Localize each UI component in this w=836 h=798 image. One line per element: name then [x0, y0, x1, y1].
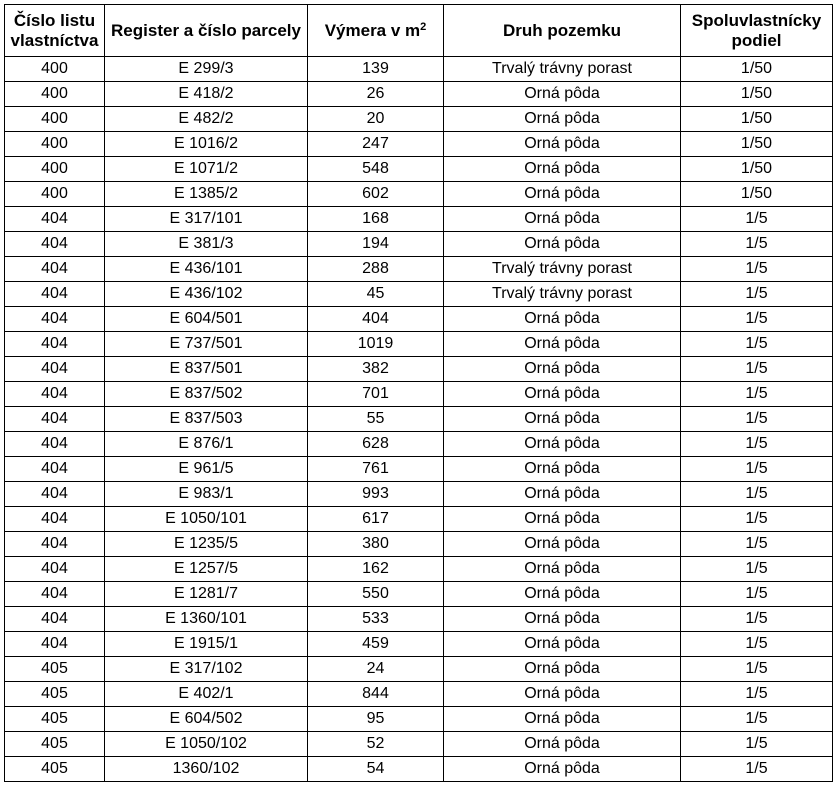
cell-share: 1/5 [681, 407, 833, 432]
cell-land-type: Orná pôda [444, 607, 681, 632]
cell-share: 1/5 [681, 532, 833, 557]
cell-area: 247 [308, 132, 444, 157]
table-body [5, 57, 833, 782]
cell-land-type: Orná pôda [444, 582, 681, 607]
cell-land-type: Orná pôda [444, 132, 681, 157]
cell-area: 993 [308, 482, 444, 507]
cell-register-parcel: E 604/501 [105, 307, 308, 332]
cell-list-number: 404 [5, 257, 105, 282]
cell-list-number: 404 [5, 332, 105, 357]
cell-share: 1/5 [681, 757, 833, 782]
cell-share: 1/50 [681, 157, 833, 182]
cell-area: 548 [308, 157, 444, 182]
cell-land-type: Orná pôda [444, 507, 681, 532]
cell-list-number: 405 [5, 707, 105, 732]
table-row [5, 157, 833, 182]
cell-list-number: 400 [5, 182, 105, 207]
cell-land-type: Orná pôda [444, 457, 681, 482]
cell-area: 844 [308, 682, 444, 707]
table-row [5, 107, 833, 132]
cell-area: 20 [308, 107, 444, 132]
cell-land-type: Orná pôda [444, 382, 681, 407]
header-area-superscript: 2 [420, 20, 427, 33]
cell-register-parcel: E 1050/102 [105, 732, 308, 757]
cell-area: 162 [308, 557, 444, 582]
table-row [5, 757, 833, 782]
cell-area: 139 [308, 57, 444, 82]
cell-area: 26 [308, 82, 444, 107]
cell-share: 1/50 [681, 82, 833, 107]
cell-land-type: Orná pôda [444, 207, 681, 232]
cell-list-number: 400 [5, 82, 105, 107]
cell-land-type: Orná pôda [444, 557, 681, 582]
cell-share: 1/5 [681, 307, 833, 332]
cell-register-parcel: E 1915/1 [105, 632, 308, 657]
cell-list-number: 404 [5, 307, 105, 332]
cell-area: 1019 [308, 332, 444, 357]
cell-area: 24 [308, 657, 444, 682]
cell-land-type: Orná pôda [444, 157, 681, 182]
header-share: Spoluvlastnícky podiel [681, 5, 833, 57]
cell-area: 95 [308, 707, 444, 732]
table-row [5, 432, 833, 457]
cell-land-type: Orná pôda [444, 432, 681, 457]
cell-share: 1/5 [681, 332, 833, 357]
cell-land-type: Orná pôda [444, 357, 681, 382]
cell-land-type: Orná pôda [444, 407, 681, 432]
table-row [5, 407, 833, 432]
cell-share: 1/50 [681, 107, 833, 132]
header-list-number: Číslo listu vlastníctva [5, 5, 105, 57]
cell-list-number: 400 [5, 157, 105, 182]
cell-list-number: 400 [5, 107, 105, 132]
table-row [5, 232, 833, 257]
cell-list-number: 404 [5, 382, 105, 407]
cell-share: 1/50 [681, 57, 833, 82]
cell-share: 1/5 [681, 732, 833, 757]
cell-register-parcel: E 402/1 [105, 682, 308, 707]
table-row [5, 382, 833, 407]
cell-area: 168 [308, 207, 444, 232]
header-land-type: Druh pozemku [444, 5, 681, 57]
cell-area: 52 [308, 732, 444, 757]
cell-land-type: Orná pôda [444, 332, 681, 357]
cell-share: 1/5 [681, 432, 833, 457]
table-row [5, 632, 833, 657]
table-row [5, 582, 833, 607]
table-row [5, 182, 833, 207]
cell-register-parcel: E 1016/2 [105, 132, 308, 157]
cell-land-type: Trvalý trávny porast [444, 282, 681, 307]
cell-area: 761 [308, 457, 444, 482]
cell-list-number: 404 [5, 282, 105, 307]
table-row [5, 532, 833, 557]
cell-register-parcel: 1360/102 [105, 757, 308, 782]
cell-area: 382 [308, 357, 444, 382]
cell-list-number: 404 [5, 582, 105, 607]
cell-register-parcel: E 1050/101 [105, 507, 308, 532]
cell-register-parcel: E 436/101 [105, 257, 308, 282]
cell-list-number: 405 [5, 757, 105, 782]
cell-land-type: Orná pôda [444, 182, 681, 207]
table-row [5, 82, 833, 107]
cell-share: 1/5 [681, 357, 833, 382]
cell-area: 194 [308, 232, 444, 257]
cell-area: 288 [308, 257, 444, 282]
cell-register-parcel: E 604/502 [105, 707, 308, 732]
cell-land-type: Orná pôda [444, 657, 681, 682]
table-row [5, 482, 833, 507]
cell-land-type: Orná pôda [444, 307, 681, 332]
table-row [5, 682, 833, 707]
cell-register-parcel: E 1257/5 [105, 557, 308, 582]
table-row [5, 657, 833, 682]
cell-area: 404 [308, 307, 444, 332]
cell-share: 1/5 [681, 482, 833, 507]
cell-list-number: 404 [5, 232, 105, 257]
header-area [308, 5, 444, 57]
cell-land-type: Orná pôda [444, 732, 681, 757]
cell-share: 1/5 [681, 582, 833, 607]
cell-share: 1/5 [681, 207, 833, 232]
cell-list-number: 405 [5, 732, 105, 757]
cell-register-parcel: E 418/2 [105, 82, 308, 107]
cell-register-parcel: E 1385/2 [105, 182, 308, 207]
cell-area: 459 [308, 632, 444, 657]
cell-share: 1/5 [681, 507, 833, 532]
cell-list-number: 404 [5, 357, 105, 382]
cell-share: 1/5 [681, 682, 833, 707]
cell-land-type: Orná pôda [444, 682, 681, 707]
cell-register-parcel: E 1360/101 [105, 607, 308, 632]
cell-land-type: Orná pôda [444, 532, 681, 557]
table-row [5, 607, 833, 632]
table-row [5, 457, 833, 482]
table-header-row [5, 5, 833, 57]
table-row [5, 732, 833, 757]
cell-share: 1/5 [681, 657, 833, 682]
cell-list-number: 404 [5, 532, 105, 557]
cell-list-number: 405 [5, 657, 105, 682]
cell-share: 1/5 [681, 282, 833, 307]
cell-land-type: Orná pôda [444, 757, 681, 782]
cell-share: 1/5 [681, 707, 833, 732]
table-row [5, 282, 833, 307]
cell-share: 1/5 [681, 232, 833, 257]
table-row [5, 207, 833, 232]
table-row [5, 57, 833, 82]
cell-list-number: 404 [5, 407, 105, 432]
cell-list-number: 404 [5, 482, 105, 507]
cell-land-type: Trvalý trávny porast [444, 257, 681, 282]
table-row [5, 132, 833, 157]
cell-register-parcel: E 837/501 [105, 357, 308, 382]
cell-land-type: Orná pôda [444, 232, 681, 257]
cell-share: 1/5 [681, 607, 833, 632]
cell-area: 533 [308, 607, 444, 632]
cell-list-number: 404 [5, 507, 105, 532]
cell-area: 617 [308, 507, 444, 532]
table-row [5, 307, 833, 332]
table-row [5, 707, 833, 732]
table-row [5, 357, 833, 382]
table-row [5, 507, 833, 532]
cell-register-parcel: E 317/102 [105, 657, 308, 682]
cell-register-parcel: E 737/501 [105, 332, 308, 357]
cell-register-parcel: E 317/101 [105, 207, 308, 232]
parcel-table [4, 4, 833, 782]
cell-land-type: Orná pôda [444, 482, 681, 507]
cell-register-parcel: E 983/1 [105, 482, 308, 507]
cell-area: 628 [308, 432, 444, 457]
cell-register-parcel: E 1281/7 [105, 582, 308, 607]
cell-list-number: 404 [5, 632, 105, 657]
table-row [5, 557, 833, 582]
cell-share: 1/5 [681, 632, 833, 657]
cell-area: 550 [308, 582, 444, 607]
cell-share: 1/5 [681, 257, 833, 282]
cell-area: 380 [308, 532, 444, 557]
cell-share: 1/50 [681, 132, 833, 157]
cell-area: 54 [308, 757, 444, 782]
cell-land-type: Orná pôda [444, 107, 681, 132]
cell-share: 1/5 [681, 382, 833, 407]
cell-list-number: 404 [5, 607, 105, 632]
cell-list-number: 400 [5, 57, 105, 82]
cell-area: 701 [308, 382, 444, 407]
cell-land-type: Orná pôda [444, 632, 681, 657]
cell-register-parcel: E 1235/5 [105, 532, 308, 557]
cell-register-parcel: E 837/502 [105, 382, 308, 407]
cell-register-parcel: E 1071/2 [105, 157, 308, 182]
cell-area: 55 [308, 407, 444, 432]
header-register-parcel: Register a číslo parcely [105, 5, 308, 57]
header-area-label: Výmera v m [324, 20, 421, 40]
cell-list-number: 404 [5, 457, 105, 482]
cell-register-parcel: E 436/102 [105, 282, 308, 307]
cell-list-number: 405 [5, 682, 105, 707]
cell-list-number: 404 [5, 207, 105, 232]
cell-land-type: Orná pôda [444, 82, 681, 107]
cell-share: 1/5 [681, 457, 833, 482]
cell-register-parcel: E 482/2 [105, 107, 308, 132]
cell-share: 1/50 [681, 182, 833, 207]
cell-register-parcel: E 837/503 [105, 407, 308, 432]
cell-land-type: Orná pôda [444, 707, 681, 732]
cell-share: 1/5 [681, 557, 833, 582]
table-row [5, 332, 833, 357]
cell-list-number: 404 [5, 557, 105, 582]
cell-land-type: Trvalý trávny porast [444, 57, 681, 82]
cell-register-parcel: E 961/5 [105, 457, 308, 482]
cell-list-number: 400 [5, 132, 105, 157]
table-row [5, 257, 833, 282]
cell-register-parcel: E 381/3 [105, 232, 308, 257]
cell-area: 45 [308, 282, 444, 307]
cell-register-parcel: E 876/1 [105, 432, 308, 457]
cell-area: 602 [308, 182, 444, 207]
cell-list-number: 404 [5, 432, 105, 457]
cell-register-parcel: E 299/3 [105, 57, 308, 82]
